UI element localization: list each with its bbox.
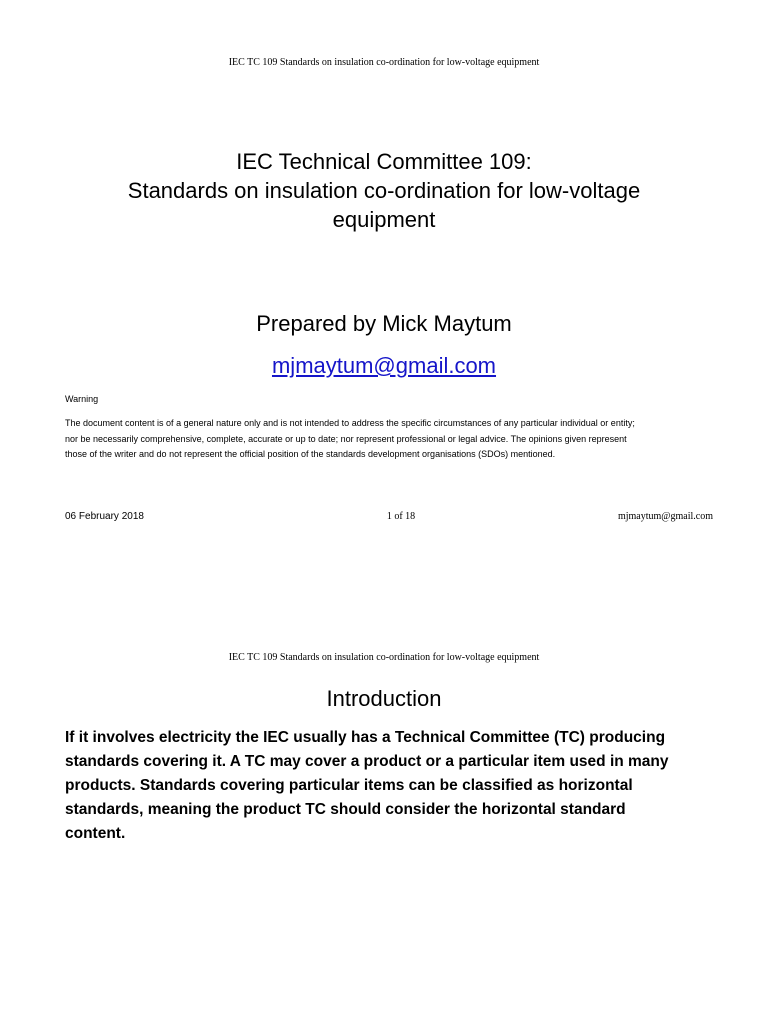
footer-page-number: 1 of 18 <box>386 511 416 522</box>
warning-line: The document content is of a general nature only and is not intended to address the specific circumstances of any particular individual or entity; <box>65 418 635 428</box>
paragraph-line: products. Standards covering particular items can be classified as horizontal <box>65 777 633 794</box>
warning-heading: Warning <box>65 394 99 404</box>
running-header: IEC TC 109 Standards on insulation co-ordination for low-voltage equipment <box>228 57 540 68</box>
paragraph-line: standards covering it. A TC may cover a product or a particular item used in many <box>65 753 669 770</box>
footer-date: 06 February 2018 <box>65 511 144 522</box>
warning-line: those of the writer and do not represent the official position of the standards development organisations (SDOs) mentioned. <box>65 449 556 459</box>
paragraph-line: content. <box>65 825 126 842</box>
running-header: IEC TC 109 Standards on insulation co-ordination for low-voltage equipment <box>228 652 540 663</box>
footer-email: mjmaytum@gmail.com <box>617 511 713 522</box>
title-line: IEC Technical Committee 109: <box>236 149 532 174</box>
document-title <box>0 147 768 234</box>
paragraph-line: standards, meaning the product TC should consider the horizontal standard <box>65 801 626 818</box>
warning-line: nor be necessarily comprehensive, complete, accurate or up to date; nor represent professional or legal advice. The opinions given represent <box>65 433 627 444</box>
title-line: equipment <box>332 207 436 232</box>
email-link-container <box>0 351 768 381</box>
author-line: Prepared by Mick Maytum <box>256 311 512 336</box>
author-email-link[interactable]: mjmaytum@gmail.com <box>271 353 497 378</box>
section-heading-introduction: Introduction <box>326 686 442 711</box>
title-line: Standards on insulation co-ordination for low-voltage <box>127 178 641 203</box>
introduction-paragraph <box>65 726 725 846</box>
warning-disclaimer <box>65 416 725 463</box>
paragraph-line: If it involves electricity the IEC usually has a Technical Committee (TC) producing <box>65 729 666 746</box>
